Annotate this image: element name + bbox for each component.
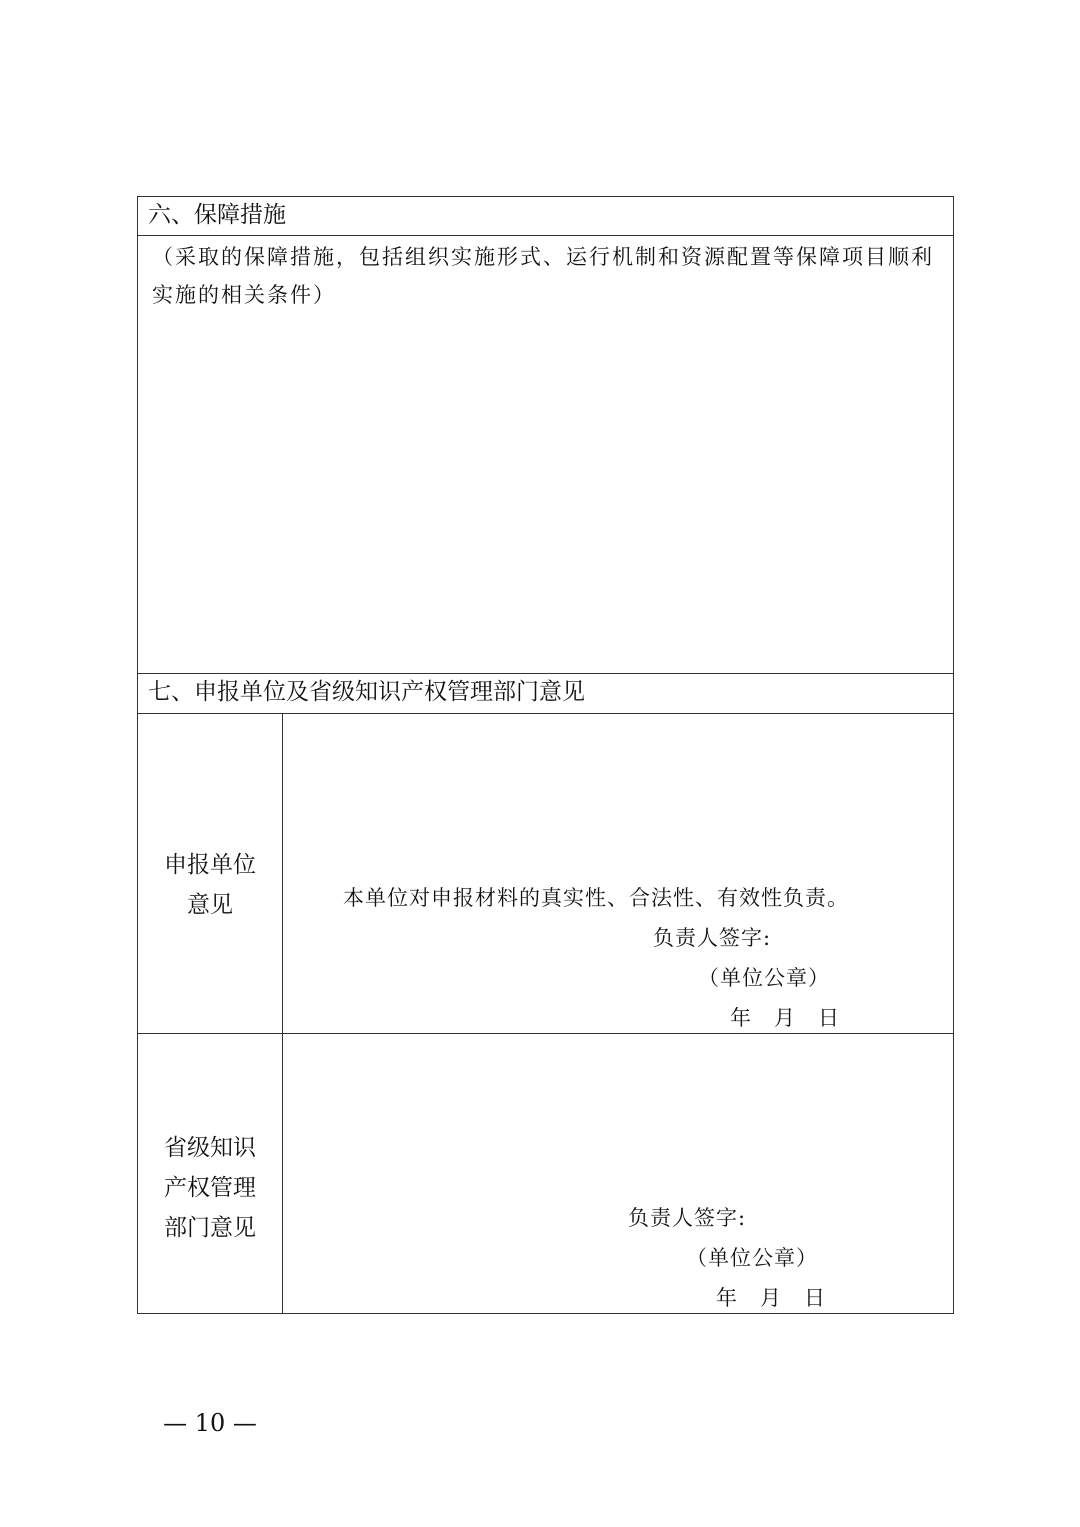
section-7-heading: 七、申报单位及省级知识产权管理部门意见 [138,674,954,714]
provincial-signature-label: 负责人签字: [628,1206,747,1230]
provincial-seal-label: （单位公章） [686,1246,818,1270]
applicant-signature-label: 负责人签字: [653,926,772,950]
applicant-opinion-label [138,714,283,1034]
section-6-content-area[interactable] [138,236,954,674]
applicant-label-line-2: 意见 [187,891,233,918]
provincial-opinion-cell[interactable] [283,1034,954,1314]
applicant-date-label: 年 月 日 [730,1006,840,1030]
provincial-label-line-3: 部门意见 [164,1214,256,1241]
applicant-opinion-cell[interactable] [283,714,954,1034]
applicant-statement: 本单位对申报材料的真实性、合法性、有效性负责。 [343,886,849,910]
page-number: — 10 — [163,1409,257,1437]
provincial-label-line-2: 产权管理 [164,1174,256,1201]
provincial-date-label: 年 月 日 [716,1286,826,1310]
section-6-heading: 六、保障措施 [138,197,954,236]
section-6-hint: （采取的保障措施，包括组织实施形式、运行机制和资源配置等保障项目顺利实施的相关条件） [152,245,934,307]
application-form-table [137,196,954,1314]
provincial-opinion-label [138,1034,283,1314]
applicant-seal-label: （单位公章） [698,966,830,990]
applicant-label-line-1: 申报单位 [164,851,256,878]
provincial-label-line-1: 省级知识 [164,1134,256,1161]
